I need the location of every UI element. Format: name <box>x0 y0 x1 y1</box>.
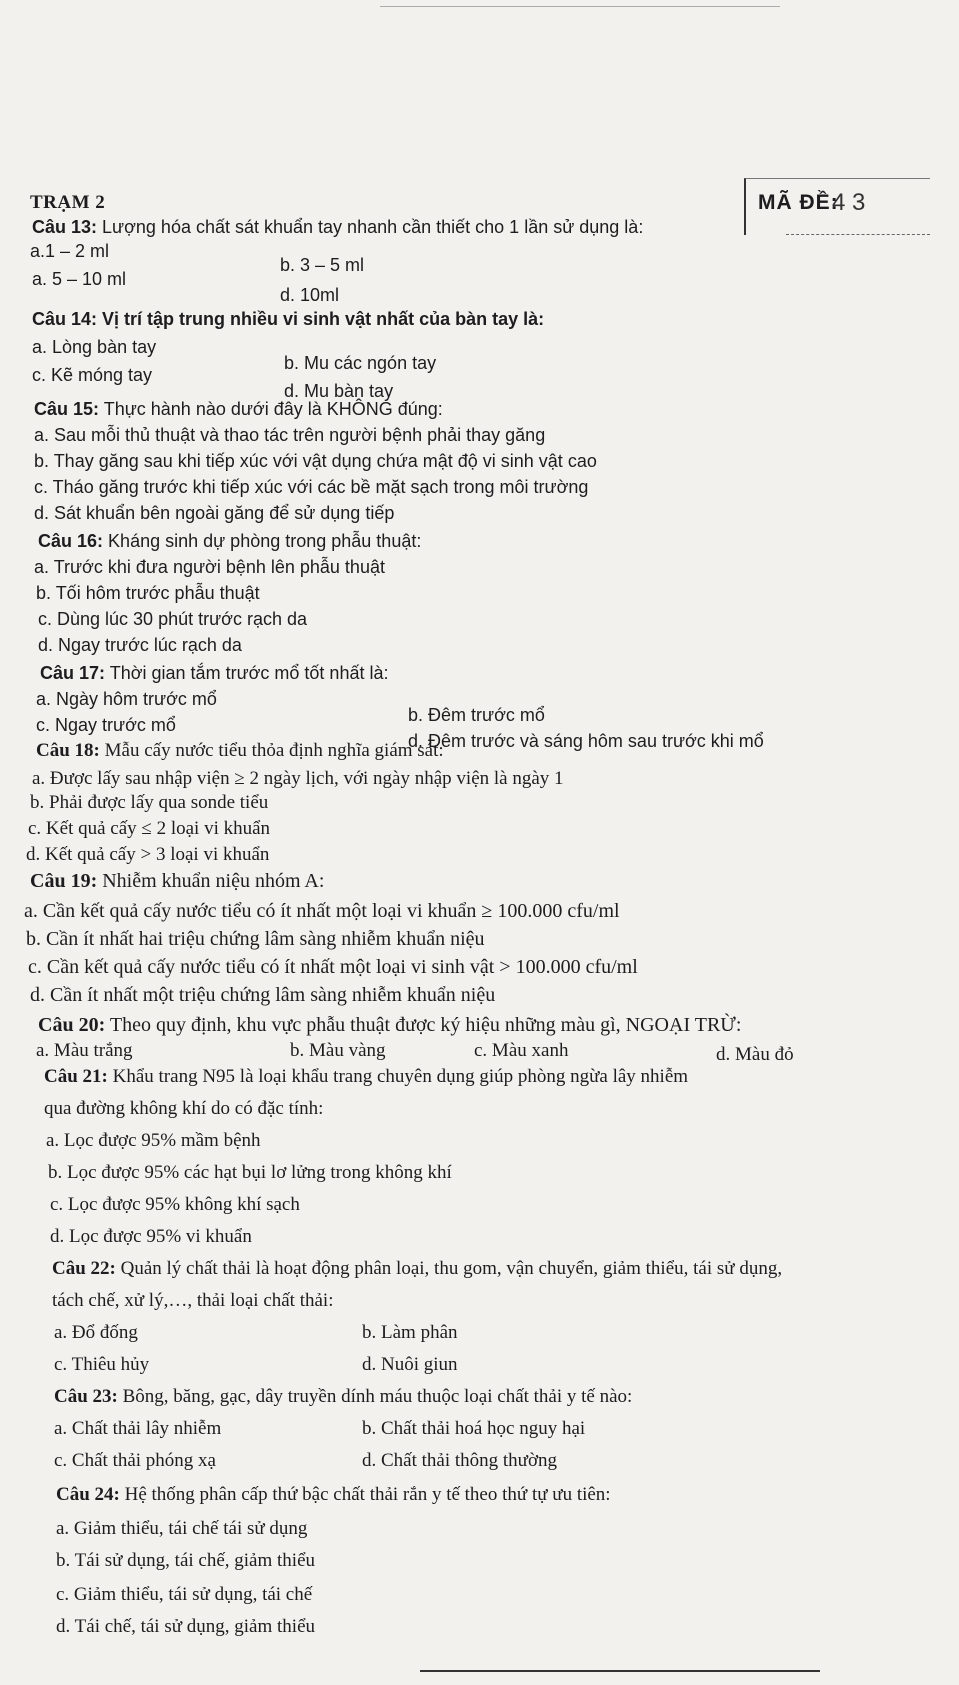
q13-option-a: a.1 – 2 ml <box>30 241 110 261</box>
q18-option-c: c. Kết quả cấy ≤ 2 loại vi khuẩn <box>28 818 271 839</box>
question-22-label: Câu 22: <box>52 1258 116 1279</box>
q22-option-d: d. Nuôi giun <box>362 1354 458 1375</box>
q21-option-c: c. Lọc được 95% không khí sạch <box>50 1194 300 1215</box>
question-22-text-cont: tách chế, xử lý,…, thải loại chất thải: <box>52 1290 334 1311</box>
question-18 <box>36 740 444 762</box>
q16-option-b: b. Tối hôm trước phẫu thuật <box>36 583 260 603</box>
question-20-label: Câu 20: <box>38 1014 106 1036</box>
q16-option-a: a. Trước khi đưa người bệnh lên phẫu thuật <box>34 557 385 577</box>
question-23-text: Bông, băng, gạc, dây truyền dính máu thuộc loại chất thải y tế nào: <box>122 1386 633 1407</box>
q17-option-a: a. Ngày hôm trước mổ <box>36 689 217 709</box>
q15-option-c: c. Tháo găng trước khi tiếp xúc với các bề mặt sạch trong môi trường <box>34 477 589 497</box>
question-24 <box>56 1484 611 1506</box>
q17-option-c: c. Ngay trước mổ <box>36 715 176 735</box>
question-22 <box>52 1258 782 1280</box>
q20-option-c: c. Màu xanh <box>474 1040 569 1061</box>
question-14 <box>32 308 544 330</box>
q14-option-a: a. Lòng bàn tay <box>32 337 157 357</box>
question-17-text: Thời gian tắm trước mổ tốt nhất là: <box>109 663 389 683</box>
question-24-label: Câu 24: <box>56 1484 120 1505</box>
q18-option-a: a. Được lấy sau nhập viện ≥ 2 ngày lịch, với ngày nhập viện là ngày 1 <box>32 768 564 789</box>
q24-option-b: b. Tái sử dụng, tái chế, giảm thiểu <box>56 1550 316 1571</box>
question-13-text: Lượng hóa chất sát khuẩn tay nhanh cần thiết cho 1 lần sử dụng là: <box>102 217 644 237</box>
question-23-label: Câu 23: <box>54 1386 118 1407</box>
q22-option-a: a. Đổ đống <box>54 1322 138 1343</box>
question-20 <box>38 1014 741 1036</box>
question-13 <box>32 216 643 238</box>
q21-option-b: b. Lọc được 95% các hạt bụi lơ lửng trong không khí <box>48 1162 452 1183</box>
q23-option-d: d. Chất thải thông thường <box>362 1450 558 1471</box>
q20-option-b: b. Màu vàng <box>290 1040 386 1061</box>
q16-option-d: d. Ngay trước lúc rạch da <box>38 635 242 655</box>
q19-option-d: d. Cần ít nhất một triệu chứng lâm sàng nhiễm khuẩn niệu <box>30 984 496 1006</box>
q17-option-b: b. Đêm trước mổ <box>408 705 545 725</box>
exam-code-underline <box>786 234 930 235</box>
q24-option-c: c. Giảm thiểu, tái sử dụng, tái chế <box>56 1584 313 1605</box>
q22-option-c: c. Thiêu hủy <box>54 1354 150 1375</box>
q20-option-a: a. Màu trắng <box>36 1040 133 1061</box>
question-17-label: Câu 17: <box>40 663 106 683</box>
question-15-label: Câu 15: <box>34 399 100 419</box>
q23-option-b: b. Chất thải hoá học nguy hại <box>362 1418 586 1439</box>
bottom-rule <box>420 1670 820 1672</box>
question-16 <box>38 530 421 552</box>
question-24-text: Hệ thống phân cấp thứ bậc chất thải rắn y tế theo thứ tự ưu tiên: <box>124 1484 611 1505</box>
q23-option-a: a. Chất thải lây nhiễm <box>54 1418 222 1439</box>
q19-option-a: a. Cần kết quả cấy nước tiểu có ít nhất một loại vi khuẩn ≥ 100.000 cfu/ml <box>24 900 620 922</box>
q19-option-b: b. Cần ít nhất hai triệu chứng lâm sàng nhiễm khuẩn niệu <box>26 928 485 950</box>
question-21-text: Khẩu trang N95 là loại khẩu trang chuyên dụng giúp phòng ngừa lây nhiễm <box>112 1066 689 1087</box>
question-23 <box>54 1386 632 1408</box>
question-16-label: Câu 16: <box>38 531 104 551</box>
q15-option-a: a. Sau mỗi thủ thuật và thao tác trên người bệnh phải thay găng <box>34 425 546 445</box>
q14-option-c: c. Kẽ móng tay <box>32 365 153 385</box>
question-19-label: Câu 19: <box>30 870 98 892</box>
q22-option-b: b. Làm phân <box>362 1322 458 1343</box>
q21-option-d: d. Lọc được 95% vi khuẩn <box>50 1226 252 1247</box>
q15-option-b: b. Thay găng sau khi tiếp xúc với vật dụng chứa mật độ vi sinh vật cao <box>34 451 597 471</box>
question-21 <box>44 1066 688 1088</box>
q13-option-d: d. 10ml <box>280 285 340 305</box>
question-22-text: Quản lý chất thải là hoạt động phân loại, thu gom, vận chuyển, giảm thiểu, tái sử dụng, <box>120 1258 783 1279</box>
exam-code-box <box>744 178 930 235</box>
q17-option-d: d. Đêm trước và sáng hôm sau trước khi mổ <box>408 731 764 751</box>
q23-option-c: c. Chất thải phóng xạ <box>54 1450 216 1471</box>
q16-option-c: c. Dùng lúc 30 phút trước rạch da <box>38 609 307 629</box>
question-13-label: Câu 13: <box>32 217 98 237</box>
question-18-text: Mẫu cấy nước tiểu thỏa định nghĩa giám sát: <box>104 740 444 761</box>
q14-option-b: b. Mu các ngón tay <box>284 353 437 373</box>
question-18-label: Câu 18: <box>36 740 100 761</box>
question-19 <box>30 870 324 892</box>
question-14-label: Câu 14: <box>32 309 98 329</box>
question-17 <box>40 662 388 684</box>
q18-option-d: d. Kết quả cấy > 3 loại vi khuẩn <box>26 844 270 865</box>
top-rule <box>380 6 780 7</box>
question-14-text: Vị trí tập trung nhiều vi sinh vật nhất của bàn tay là: <box>102 309 545 329</box>
q13-option-c: a. 5 – 10 ml <box>32 269 127 289</box>
q24-option-d: d. Tái chế, tái sử dụng, giảm thiểu <box>56 1616 316 1637</box>
exam-code-label: MÃ ĐỀ: <box>758 191 839 214</box>
q24-option-a: a. Giảm thiểu, tái chế tái sử dụng <box>56 1518 308 1539</box>
question-15 <box>34 398 443 420</box>
q14-option-d: d. Mu bàn tay <box>284 381 394 401</box>
question-15-text: Thực hành nào dưới đây là KHÔNG đúng: <box>103 399 443 419</box>
q13-option-b: b. 3 – 5 ml <box>280 255 365 275</box>
question-21-label: Câu 21: <box>44 1066 108 1087</box>
question-21-text-cont: qua đường không khí do có đặc tính: <box>44 1098 324 1119</box>
question-19-text: Nhiễm khuẩn niệu nhóm A: <box>102 870 325 892</box>
q15-option-d: d. Sát khuẩn bên ngoài găng để sử dụng tiếp <box>34 503 395 523</box>
q20-option-d: d. Màu đỏ <box>716 1044 794 1065</box>
question-20-text: Theo quy định, khu vực phẫu thuật được ký hiệu những màu gì, NGOẠI TRỪ: <box>109 1014 742 1036</box>
exam-code-value: 4 3 <box>832 189 866 216</box>
q21-option-a: a. Lọc được 95% mầm bệnh <box>46 1130 261 1151</box>
station-title: TRẠM 2 <box>30 192 106 213</box>
q19-option-c: c. Cần kết quả cấy nước tiểu có ít nhất một loại vi sinh vật > 100.000 cfu/ml <box>28 956 638 978</box>
question-16-text: Kháng sinh dự phòng trong phẫu thuật: <box>108 531 422 551</box>
q18-option-b: b. Phải được lấy qua sonde tiểu <box>30 792 269 813</box>
